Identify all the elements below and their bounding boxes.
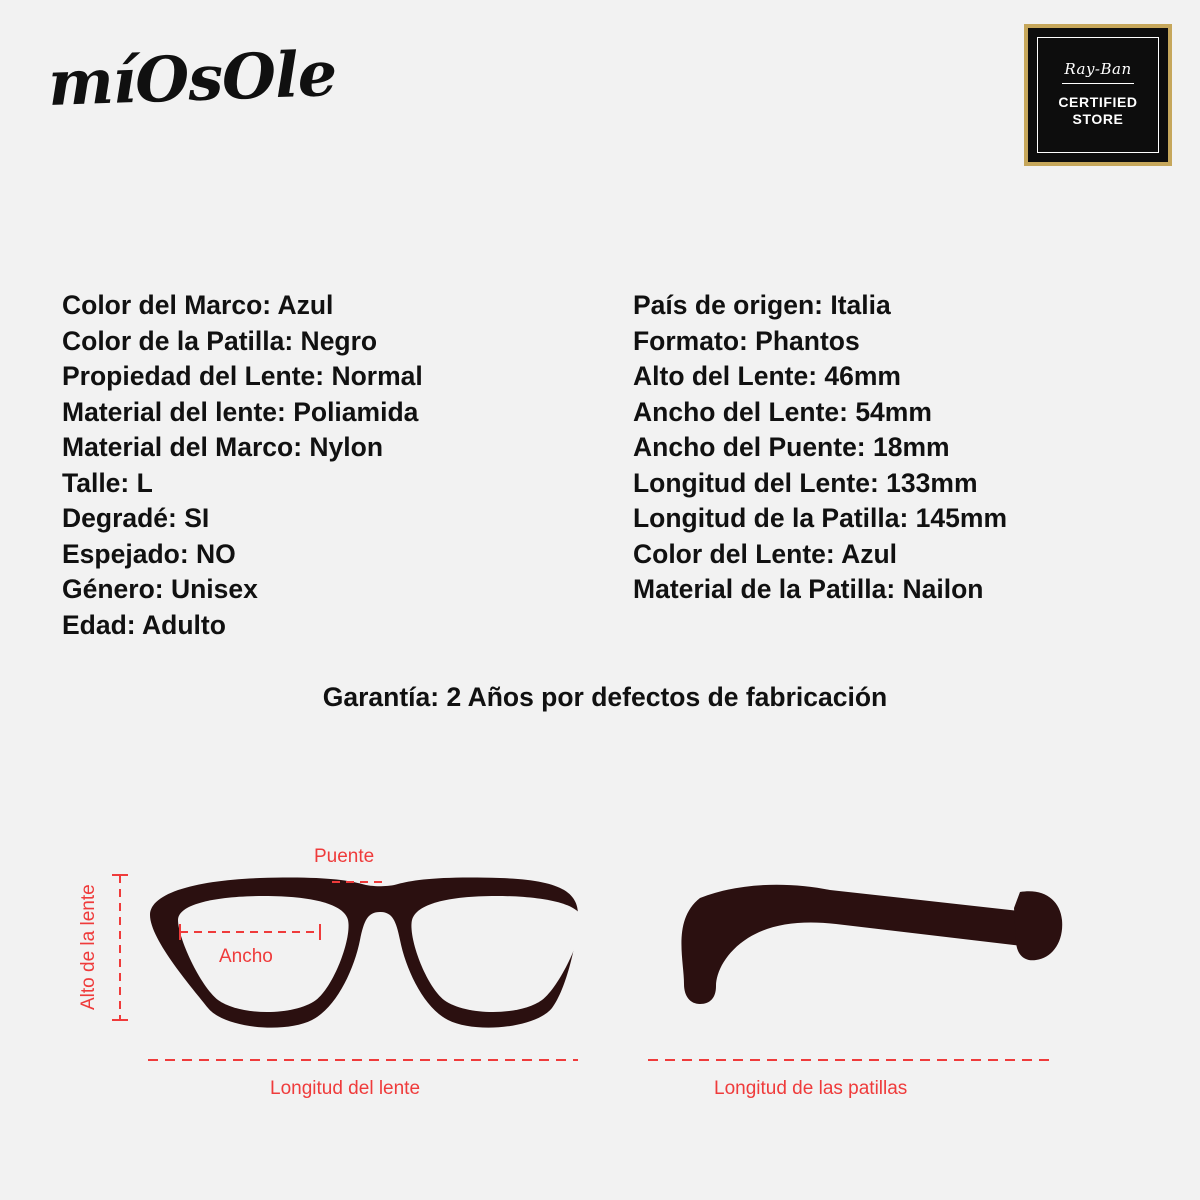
- brand-logo: [47, 37, 337, 120]
- spec-item-lens-property: Propiedad del Lente: Normal: [62, 361, 423, 391]
- page-header: [0, 0, 1200, 190]
- spec-item-lens-width: Ancho del Lente: 54mm: [633, 396, 932, 427]
- warranty-text: Garantía: 2 Años por defectos de fabricación: [322, 682, 888, 712]
- spec-item-bridge-width: Ancho del Puente: 18mm: [633, 432, 950, 462]
- spec-item-mirrored: Espejado: NO: [62, 538, 236, 569]
- diagram-label-height: Alto de la lente: [78, 884, 99, 1010]
- specs-left-column: [62, 288, 423, 643]
- measurement-diagram: [0, 820, 1200, 1150]
- spec-item-frame-material: Material del Marco: Nylon: [62, 432, 384, 462]
- spec-item-lens-height: Alto del Lente: 46mm: [633, 361, 901, 391]
- spec-item-lens-color: Color del Lente: Azul: [633, 538, 898, 569]
- diagram-svg: [0, 820, 1200, 1150]
- spec-item-gradient: Degradé: SI: [62, 503, 210, 533]
- spec-item-lens-material: Material del lente: Poliamida: [62, 396, 419, 427]
- spec-item-temple-color: Color de la Patilla: Negro: [62, 325, 378, 356]
- glasses-side-view: [648, 885, 1062, 1060]
- spec-item-lens-length: Longitud del Lente: 133mm: [633, 467, 978, 498]
- brand-logo-text: míOsOle: [46, 36, 338, 121]
- spec-item-country-of-origin: País de origen: Italia: [633, 290, 891, 320]
- diagram-label-temple-length: Longitud de las patillas: [714, 1078, 908, 1099]
- specs-right-column: [633, 288, 1007, 608]
- spec-item-format: Formato: Phantos: [633, 325, 860, 356]
- glasses-front-view: [150, 877, 582, 1027]
- certified-store-badge-inner: [1037, 37, 1159, 153]
- rayban-script-logo: Ray-Ban: [1064, 59, 1132, 78]
- spec-item-age: Edad: Adulto: [62, 609, 226, 640]
- badge-divider: [1062, 83, 1134, 84]
- spec-item-frame-color: Color del Marco: Azul: [62, 290, 334, 320]
- temple-outline: [681, 885, 1048, 1004]
- certified-label-line1: CERTIFIED: [1058, 93, 1138, 110]
- temple-tip: [1014, 891, 1062, 960]
- spec-item-size: Talle: L: [62, 467, 153, 498]
- spec-item-temple-length: Longitud de la Patilla: 145mm: [633, 503, 1008, 533]
- certified-label-line2: STORE: [1072, 111, 1124, 127]
- diagram-label-bridge: Puente: [314, 846, 375, 867]
- diagram-label-width: Ancho: [219, 946, 273, 967]
- spec-item-temple-material: Material de la Patilla: Nailon: [633, 574, 984, 604]
- spec-item-gender: Género: Unisex: [62, 574, 258, 604]
- certified-store-badge: [1024, 24, 1172, 166]
- diagram-label-lens-length: Longitud del lente: [270, 1078, 421, 1099]
